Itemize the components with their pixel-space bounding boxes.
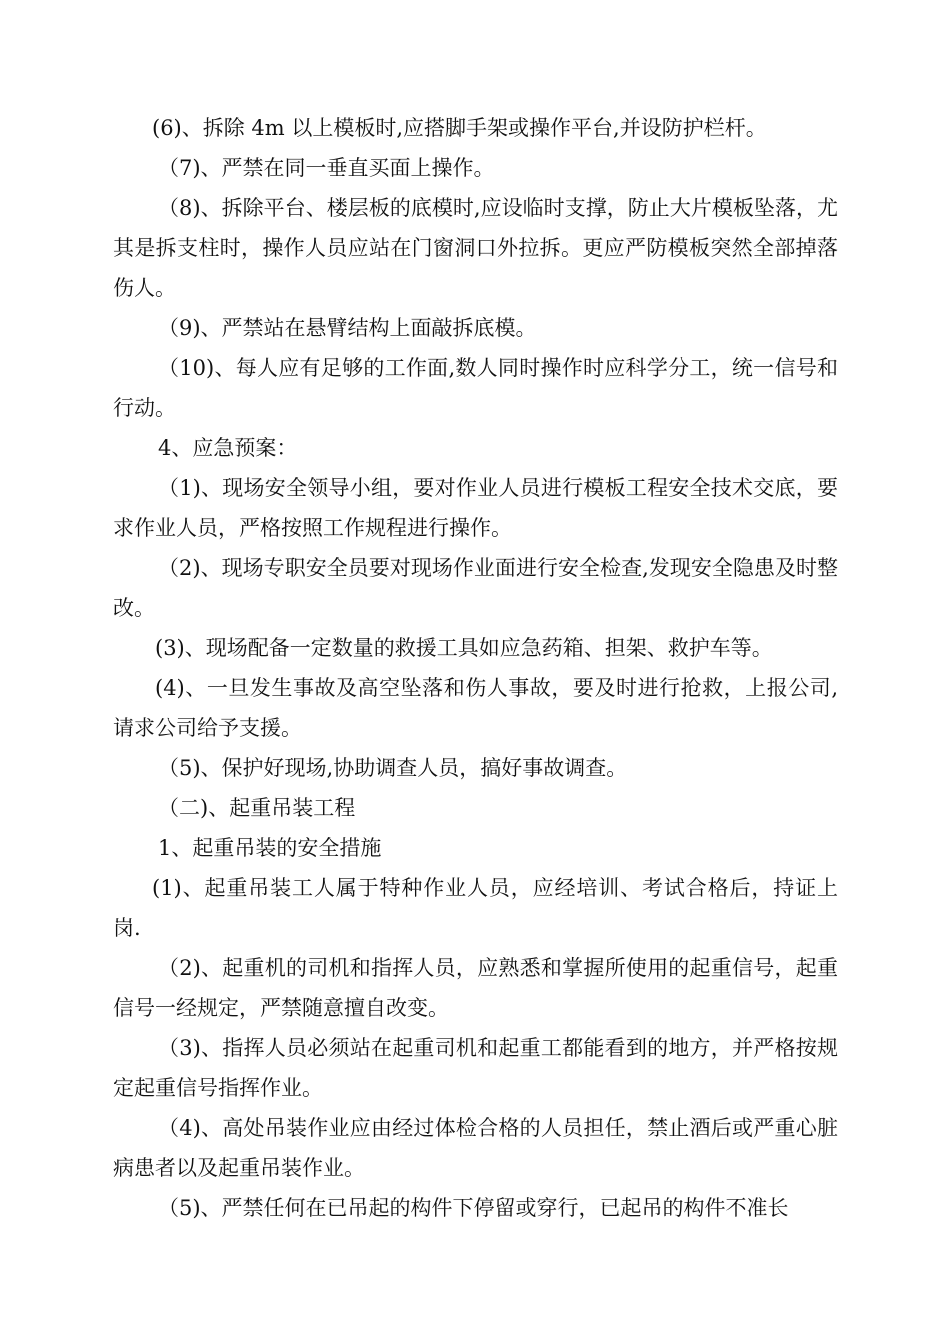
paragraph-8: （8)、拆除平台、楼层板的底模时,应设临时支撑，防止大片模板坠落，尤其是拆支柱时，操作人员应站在门窗洞口外拉拆。更应严防模板突然全部掉落伤人。	[113, 196, 838, 300]
paragraph-lifting-3: （3)、指挥人员必须站在起重司机和起重工都能看到的地方，并严格按规定起重信号指挥作业。	[113, 1036, 838, 1100]
paragraph-emergency-3: (3)、现场配备一定数量的救援工具如应急药箱、担架、救护车等。	[155, 636, 773, 660]
paragraph-lifting-1: (1)、起重吊装工人属于特种作业人员，应经培训、考试合格后，持证上岗.	[113, 876, 838, 940]
paragraph-emergency-1: （1)、现场安全领导小组，要对作业人员进行模板工程安全技术交底，要求作业人员，严格按照工作规程进行操作。	[113, 476, 838, 540]
paragraph-6: (6)、拆除 4m 以上模板时,应搭脚手架或操作平台,并设防护栏杆。	[152, 116, 767, 140]
subsection-heading-lifting-safety: 1、起重吊装的安全措施	[158, 836, 382, 860]
paragraph-lifting-2: （2)、起重机的司机和指挥人员，应熟悉和掌握所使用的起重信号，起重信号一经规定，严禁随意擅自改变。	[113, 956, 838, 1020]
paragraph-10: （10)、每人应有足够的工作面,数人同时操作时应科学分工，统一信号和行动。	[113, 356, 838, 420]
paragraph-9: （9)、严禁站在悬臂结构上面敲拆底模。	[158, 316, 537, 340]
paragraph-emergency-2: （2)、现场专职安全员要对现场作业面进行安全检查,发现安全隐患及时整改。	[113, 556, 838, 620]
paragraph-lifting-4: （4)、高处吊装作业应由经过体检合格的人员担任，禁止酒后或严重心脏病患者以及起重吊装作业。	[113, 1116, 838, 1180]
paragraph-emergency-4: (4)、一旦发生事故及高空坠落和伤人事故，要及时进行抢救，上报公司,请求公司给予支援。	[113, 676, 838, 740]
paragraph-7: （7)、严禁在同一垂直买面上操作。	[158, 156, 495, 180]
section-heading-lifting: （二)、起重吊装工程	[158, 796, 356, 820]
paragraph-emergency-5: （5)、保护好现场,协助调查人员，搞好事故调查。	[158, 756, 628, 780]
paragraph-lifting-5: （5)、严禁任何在已吊起的构件下停留或穿行，已起吊的构件不准长	[158, 1196, 789, 1220]
document-body	[113, 108, 838, 1228]
section-heading-emergency-plan: 4、应急预案：	[158, 436, 298, 460]
